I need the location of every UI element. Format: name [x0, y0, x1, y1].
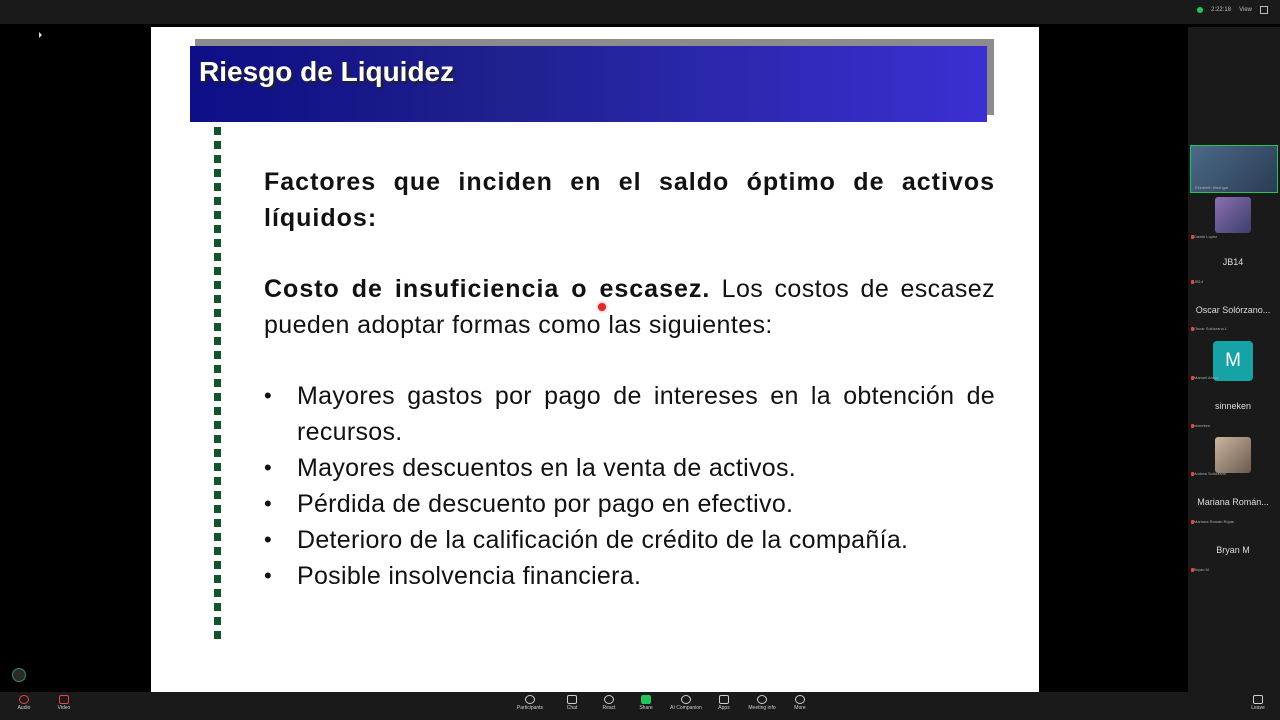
share-icon — [641, 695, 651, 704]
participants-panel — [1188, 27, 1280, 692]
leave-button[interactable] — [1238, 695, 1278, 711]
audio-button[interactable] — [4, 695, 44, 711]
heart-icon — [604, 695, 614, 704]
shared-slide — [151, 27, 1039, 692]
top-bar-status — [1197, 6, 1268, 14]
video-label: Video — [57, 705, 71, 711]
apps-icon — [719, 695, 729, 704]
participant-avatar: M — [1213, 341, 1253, 381]
participant-display-name: Mariana Román... — [1197, 497, 1269, 507]
participants-label: Participants — [516, 705, 544, 711]
bullet-item: • Mayores descuentos en la venta de activos. — [264, 450, 995, 486]
participant-tile[interactable] — [1190, 485, 1276, 529]
participant-photo — [1215, 437, 1251, 473]
share-button[interactable] — [626, 695, 666, 711]
participant-name: Bryan M — [1194, 567, 1209, 572]
leave-label: Leave — [1251, 705, 1265, 711]
participant-tile[interactable] — [1190, 533, 1276, 577]
share-label: Share — [639, 705, 653, 711]
ai-companion-button[interactable] — [666, 695, 706, 711]
react-label: React — [602, 705, 616, 711]
participant-name: Mariana Román Rojas — [1194, 519, 1234, 524]
participant-name: sinneken — [1194, 423, 1211, 428]
video-button[interactable] — [44, 695, 84, 711]
bullet-item: • Mayores gastos por pago de intereses en la obtención de recursos. — [264, 378, 995, 450]
participant-name: Oscar Solórzano L — [1194, 326, 1228, 331]
dotted-divider — [214, 127, 221, 643]
bullet-list — [264, 378, 995, 594]
cost-body-text: Los costos de escasez pueden adoptar formas como las siguientes: — [264, 275, 995, 339]
title-bar — [190, 46, 987, 122]
participant-name: Dawin Lopez — [1194, 234, 1218, 239]
laser-pointer — [598, 303, 606, 311]
chat-label: Chat — [566, 705, 578, 711]
more-button[interactable] — [780, 695, 820, 711]
participant-name: Elizabeth Madrigal — [1195, 185, 1228, 190]
meeting-info-button[interactable] — [742, 695, 782, 711]
participant-display-name: sinneken — [1214, 401, 1252, 411]
bullet-item: • Posible insolvencia financiera. — [264, 558, 995, 594]
info-icon — [757, 695, 767, 704]
participant-tile[interactable] — [1190, 437, 1276, 481]
chat-icon — [567, 695, 577, 704]
cost-paragraph — [264, 271, 995, 343]
video-off-icon — [59, 695, 69, 704]
participant-tile[interactable] — [1190, 389, 1276, 433]
cost-bold-text: Costo de insuficiencia o escasez. — [264, 275, 711, 303]
participant-name: Andrea Solórzano — [1194, 471, 1227, 476]
top-bar — [0, 0, 1280, 24]
leave-icon — [1253, 695, 1263, 704]
annotate-pencil-icon[interactable] — [12, 668, 26, 682]
slide-heading — [264, 164, 995, 236]
security-shield-icon[interactable] — [1197, 7, 1203, 13]
slide-title: Riesgo de Liquidez — [199, 56, 455, 87]
bullet-item: • Deterioro de la calificación de crédito de la compañía. — [264, 522, 995, 558]
meeting-info-label: Meeting info — [748, 705, 776, 711]
mouse-cursor-icon — [39, 32, 42, 38]
sparkle-icon — [681, 695, 691, 704]
ai-companion-label: AI Companion — [670, 705, 702, 711]
participant-tile[interactable] — [1190, 197, 1276, 241]
participant-name: JB14 — [1194, 279, 1204, 284]
audio-label: Audio — [17, 705, 31, 711]
participant-photo — [1215, 197, 1251, 233]
slide-heading-text: Factores que inciden en el saldo óptimo de activos líquidos: — [264, 168, 995, 232]
participant-tile-video[interactable] — [1190, 145, 1278, 193]
participant-display-name: Oscar Solórzano... — [1195, 305, 1271, 315]
meeting-timer: 2:22:18 — [1211, 7, 1232, 13]
participant-name: Manuel Araya — [1194, 375, 1219, 380]
more-label: More — [794, 705, 806, 711]
participant-tile[interactable] — [1190, 245, 1276, 289]
chat-button[interactable] — [552, 695, 592, 711]
react-button[interactable] — [589, 695, 629, 711]
participant-tile[interactable] — [1190, 293, 1276, 337]
participants-button[interactable] — [510, 695, 550, 711]
meeting-toolbar — [0, 692, 1280, 720]
participant-display-name: Bryan M — [1216, 545, 1250, 555]
muted-mic-icon — [19, 695, 29, 704]
view-button-label[interactable]: View — [1239, 7, 1252, 13]
view-grid-icon[interactable] — [1260, 6, 1268, 14]
bullet-item: • Pérdida de descuento por pago en efectivo. — [264, 486, 995, 522]
participant-tile[interactable] — [1190, 341, 1276, 385]
slide-body — [264, 164, 995, 594]
participant-display-name: JB14 — [1222, 257, 1244, 267]
more-icon — [795, 695, 805, 704]
apps-button[interactable] — [704, 695, 744, 711]
apps-label: Apps — [718, 705, 730, 711]
participants-icon — [525, 695, 535, 704]
